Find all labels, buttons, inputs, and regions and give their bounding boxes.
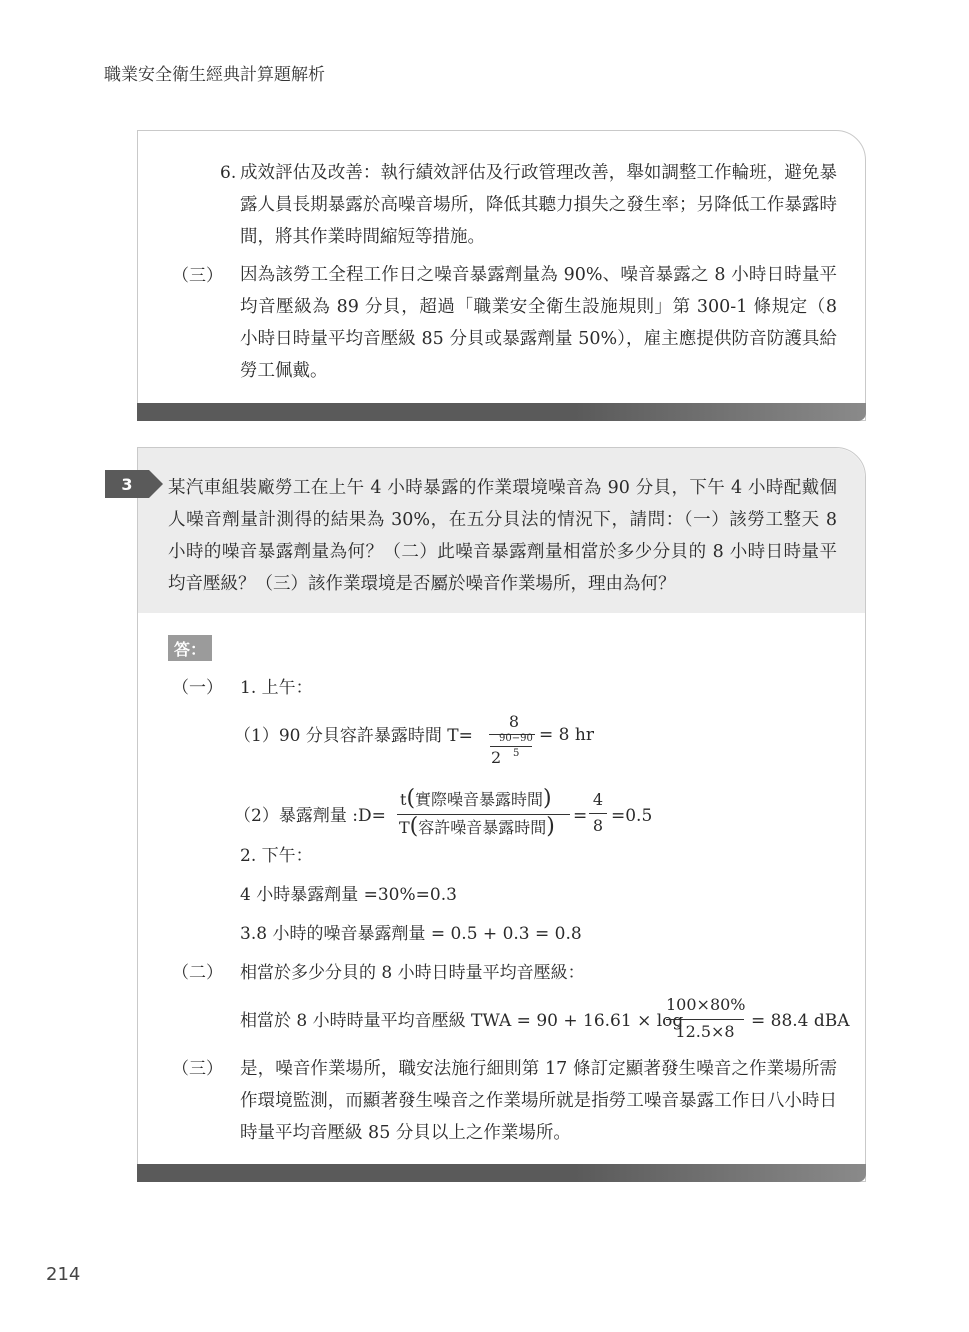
- eq2-prefix: （2）暴露劑量 :D=: [234, 806, 386, 826]
- afternoon-dose: 4 小時暴露劑量 =30%=0.3: [240, 885, 457, 905]
- eq1-result: = 8 hr: [539, 725, 594, 745]
- eq2-den-text: 容許噪音暴露時間: [418, 818, 547, 837]
- part-3-text: 是，噪音作業場所，職安法施行細則第 17 條訂定顯著發生噪音之作業場所需作環境監測，而顯著發生噪音之作業場所就是指勞工噪音暴露工作日八小時日時量平均音壓級 85 分貝以上之作業場所。: [240, 1059, 837, 1143]
- eq1-exponent-denominator: 5: [513, 748, 520, 759]
- part-2-title: 相當於多少分貝的 8 小時日時量平均音壓級：: [240, 963, 585, 983]
- answer-label: 答：: [168, 635, 212, 661]
- eq2-frac-denominator: 8: [592, 816, 604, 835]
- twa-result: = 88.4 dBA: [751, 1011, 850, 1031]
- item-3-label: （三）: [172, 266, 223, 286]
- twa-prefix: 相當於 8 小時時量平均音壓級 TWA = 90 + 16.61 × log: [240, 1011, 684, 1031]
- eq2-numerator: t(實際噪音暴露時間): [400, 786, 552, 811]
- part-1-label: （一）: [172, 678, 223, 698]
- badge-arrow-icon: [149, 470, 163, 498]
- running-header: 職業安全衛生經典計算題解析: [104, 65, 325, 85]
- eq2-frac-bar: [589, 813, 607, 814]
- item-6-text: 成效評估及改善：執行績效評估及行政管理改善，舉如調整工作輪班，避免暴露人員長期暴露於高噪音場所，降低其聽力損失之發生率；另降低工作暴露時間，將其作業時間縮短等措施。: [240, 163, 837, 247]
- eq2-num-variable: t: [400, 790, 407, 809]
- question-text: 某汽車組裝廠勞工在上午 4 小時暴露的作業環境噪音為 90 分貝，下午 4 小時配戴個人噪音劑量計測得的結果為 30%，在五分貝法的情況下，請問：（一）該勞工整天 8 小時的噪音暴露劑量為何？（二）此噪音暴露劑量相當於多少分貝的 8 小時日時量平均音壓級？（三）該作業環境是否屬於噪音作業場所，理由為何？: [168, 478, 837, 594]
- question-card: [121, 447, 866, 1182]
- card-footer-bar: [137, 403, 866, 421]
- eq1-exponent-numerator: 90−90: [499, 733, 533, 744]
- item-3-text: 因為該勞工全程工作日之噪音暴露劑量為 90%、噪音暴露之 8 小時日時量平均音壓級為 89 分貝，超過「職業安全衛生設施規則」第 300-1 條規定（8 小時日時量平均音壓級 85 分貝或暴露劑量 50%），雇主應提供防音防護具給勞工佩戴。: [240, 265, 837, 381]
- eq2-den-variable: T: [399, 818, 410, 837]
- eq1-exponent-bar: [490, 746, 532, 747]
- part-3-label: （三）: [172, 1059, 223, 1079]
- eq2-equals: =: [573, 806, 588, 826]
- question-number-badge: 3: [105, 470, 149, 498]
- eq1-numerator: 8: [508, 712, 520, 731]
- eq2-frac-numerator: 4: [592, 790, 604, 809]
- twa-denominator: 12.5×8: [675, 1022, 735, 1041]
- eq1-prefix: （1）90 分貝容許暴露時間 T=: [234, 726, 473, 746]
- card-footer-bar: [137, 1164, 866, 1182]
- total-dose: 3.8 小時的噪音暴露劑量 = 0.5 + 0.3 = 0.8: [240, 924, 582, 944]
- twa-numerator: 100×80%: [666, 995, 746, 1014]
- page-number: 214: [46, 1264, 81, 1285]
- eq2-num-text: 實際噪音暴露時間: [415, 790, 544, 809]
- item-6-label: 6.: [220, 163, 237, 183]
- eq2-denominator: T(容許噪音暴露時間): [399, 814, 555, 839]
- answer-continuation-card: [137, 130, 866, 421]
- morning-heading: 1. 上午：: [240, 678, 313, 698]
- twa-fraction-bar: [666, 1019, 744, 1020]
- part-2-label: （二）: [172, 963, 223, 983]
- eq1-base: 2: [491, 748, 502, 767]
- afternoon-heading: 2. 下午：: [240, 846, 313, 866]
- eq2-result: =0.5: [611, 806, 653, 826]
